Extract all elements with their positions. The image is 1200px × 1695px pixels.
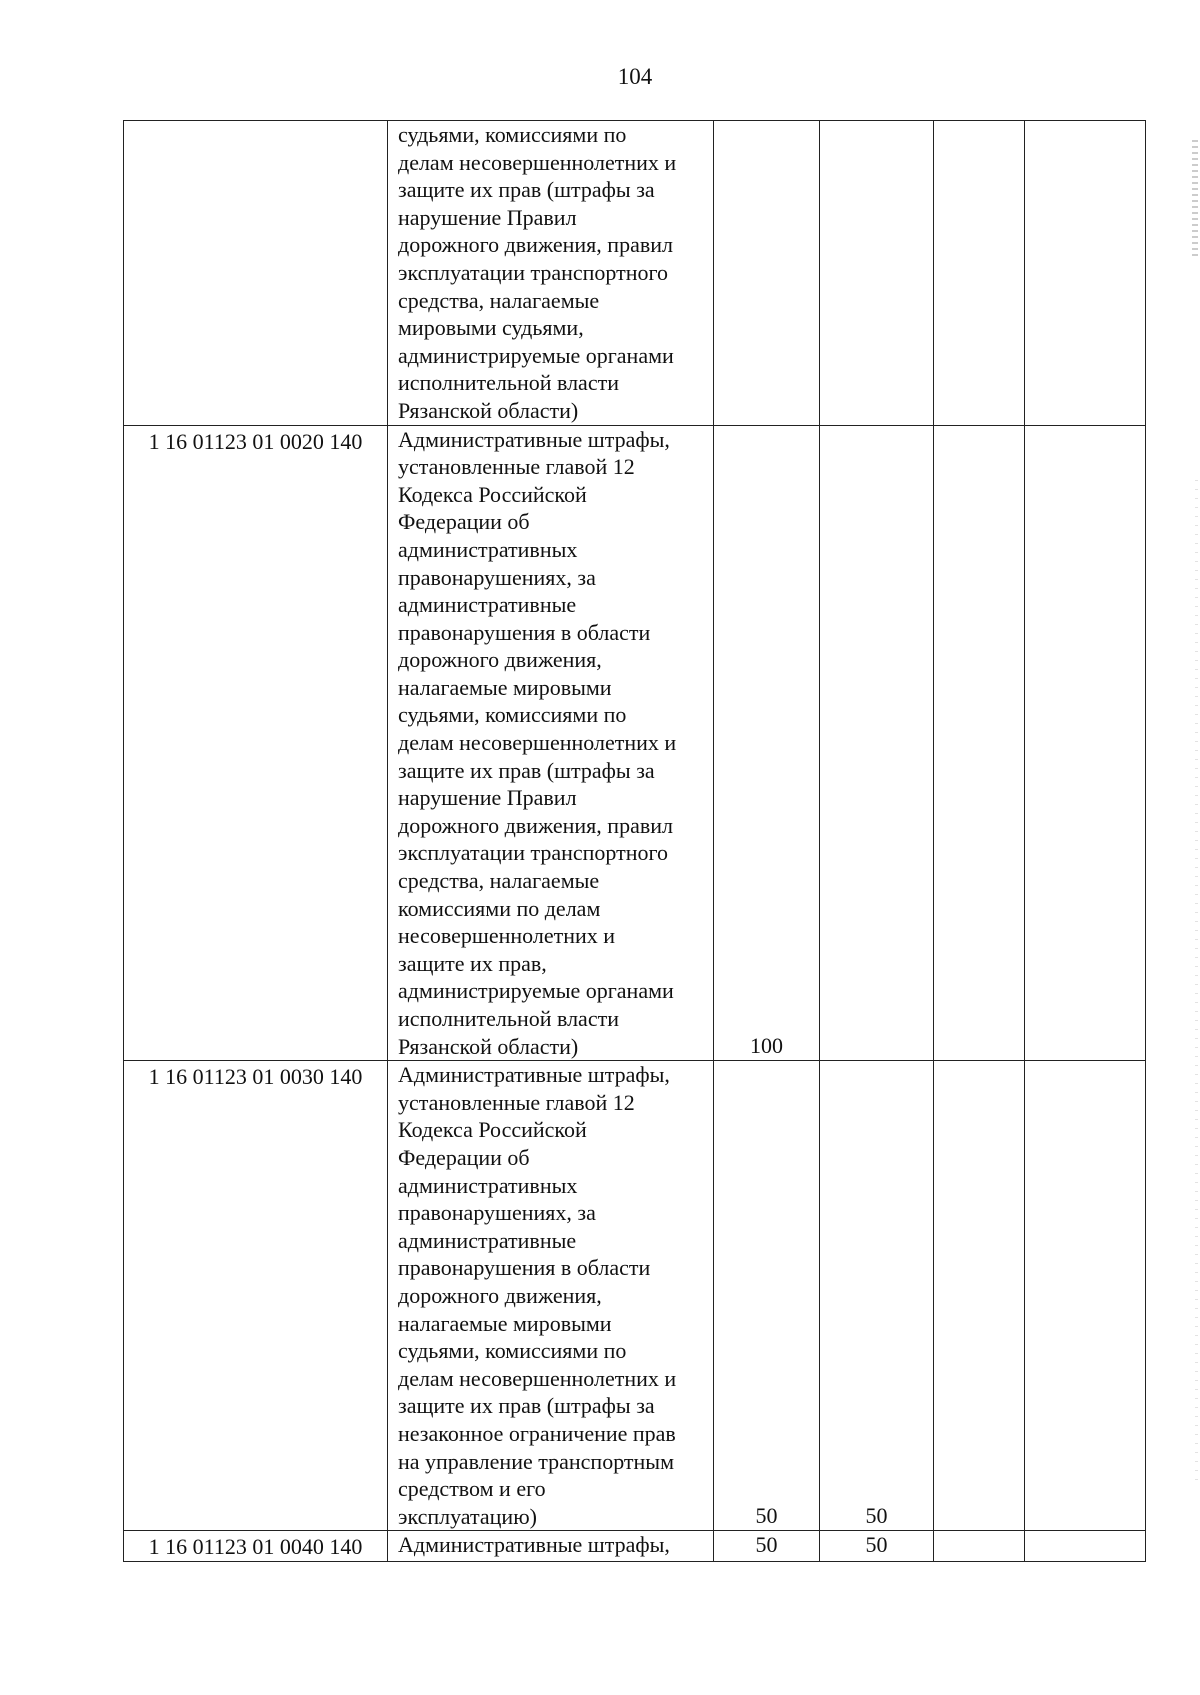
description-line: защите их прав (штрафы за (398, 1393, 655, 1419)
value-text: 50 (865, 1502, 888, 1528)
description-line: правонарушения в области (398, 1255, 651, 1281)
description-line: дорожного движения, правил (398, 232, 673, 258)
description-line: администрируемые органами (398, 978, 674, 1004)
cell-description (388, 1531, 714, 1562)
description-line: правонарушениях, за (398, 564, 596, 590)
table-body (124, 121, 1146, 1562)
cell-value-2 (820, 121, 934, 426)
cell-value-4 (1025, 425, 1146, 1061)
description-line: несовершеннолетних и (398, 923, 616, 949)
description-line: административные (398, 592, 577, 618)
cell-code: 1 16 01123 01 0040 140 (124, 1531, 388, 1562)
description-line: незаконное ограничение прав (398, 1420, 676, 1446)
cell-code: 1 16 01123 01 0020 140 (124, 425, 388, 1061)
description-line: нарушение Правил (398, 204, 577, 230)
description-line: Кодекса Российской (398, 481, 587, 507)
description-line: нарушение Правил (398, 785, 577, 811)
description-line: Административные штрафы, (398, 1062, 670, 1088)
cell-value-3 (934, 1061, 1025, 1531)
description-line: установленные главой 12 (398, 1089, 635, 1115)
cell-value-1 (714, 1531, 820, 1562)
revenue-table (123, 120, 1146, 1562)
cell-code (124, 121, 388, 426)
description-line: судьями, комиссиями по (398, 1338, 627, 1364)
cell-description (388, 425, 714, 1061)
scan-edge-mark (1195, 480, 1198, 1480)
description-line: установленные главой 12 (398, 454, 635, 480)
table-row (124, 425, 1146, 1061)
cell-value-2 (820, 425, 934, 1061)
description-line: делам несовершеннолетних и (398, 149, 677, 175)
cell-value-3 (934, 121, 1025, 426)
description-line: налагаемые мировыми (398, 1310, 612, 1336)
value-text: 50 (755, 1502, 778, 1528)
description-line: средства, налагаемые (398, 868, 600, 894)
cell-value-4 (1025, 121, 1146, 426)
cell-value-1 (714, 1061, 820, 1531)
description-line: Рязанской области) (398, 1033, 579, 1059)
description-line: комиссиями по делам (398, 895, 601, 921)
value-text: 100 (750, 1032, 783, 1058)
description-line: делам несовершеннолетних и (398, 1365, 677, 1391)
table-row (124, 1531, 1146, 1562)
description-line: Рязанской области) (398, 397, 579, 423)
description-line: Федерации об (398, 1144, 530, 1170)
description-line: судьями, комиссиями по (398, 702, 627, 728)
description-line: правонарушения в области (398, 619, 651, 645)
description-line: делам несовершеннолетних и (398, 730, 677, 756)
value-text: 50 (755, 1532, 778, 1558)
table-row (124, 121, 1146, 426)
description-line: правонарушениях, за (398, 1200, 596, 1226)
description-line: защите их прав (штрафы за (398, 177, 655, 203)
description-line: администрируемые органами (398, 342, 674, 368)
description-line: Административные штрафы, (398, 1532, 670, 1558)
description-line: дорожного движения, (398, 647, 602, 673)
cell-value-3 (934, 425, 1025, 1061)
cell-description (388, 1061, 714, 1531)
scan-edge-mark (1192, 140, 1198, 260)
description-line: налагаемые мировыми (398, 674, 612, 700)
description-line: дорожного движения, (398, 1282, 602, 1308)
description-line: эксплуатации транспортного (398, 259, 669, 285)
description-line: эксплуатацию) (398, 1503, 537, 1529)
description-line: средства, налагаемые (398, 287, 600, 313)
cell-value-1 (714, 425, 820, 1061)
description-line: эксплуатации транспортного (398, 840, 669, 866)
description-line: административных (398, 1172, 578, 1198)
description-line: защите их прав, (398, 950, 547, 976)
description-line: исполнительной власти (398, 370, 619, 396)
description-line: средством и его (398, 1476, 546, 1502)
description-line: мировыми судьями, (398, 315, 584, 341)
description-line: Кодекса Российской (398, 1117, 587, 1143)
description-line: административные (398, 1227, 577, 1253)
cell-description (388, 121, 714, 426)
table-row (124, 1061, 1146, 1531)
cell-code: 1 16 01123 01 0030 140 (124, 1061, 388, 1531)
description-line: исполнительной власти (398, 1006, 619, 1031)
cell-value-3 (934, 1531, 1025, 1562)
cell-value-1 (714, 121, 820, 426)
page-number: 104 (617, 64, 653, 89)
description-line: дорожного движения, правил (398, 812, 673, 838)
cell-value-4 (1025, 1531, 1146, 1562)
description-line: судьями, комиссиями по (398, 122, 627, 147)
cell-value-4 (1025, 1061, 1146, 1531)
description-line: Федерации об (398, 509, 530, 535)
cell-value-2 (820, 1531, 934, 1562)
description-line: на управление транспортным (398, 1448, 674, 1474)
description-line: административных (398, 536, 578, 562)
cell-value-2 (820, 1061, 934, 1531)
value-text: 50 (865, 1532, 888, 1558)
description-line: Административные штрафы, (398, 426, 670, 452)
description-line: защите их прав (штрафы за (398, 757, 655, 783)
